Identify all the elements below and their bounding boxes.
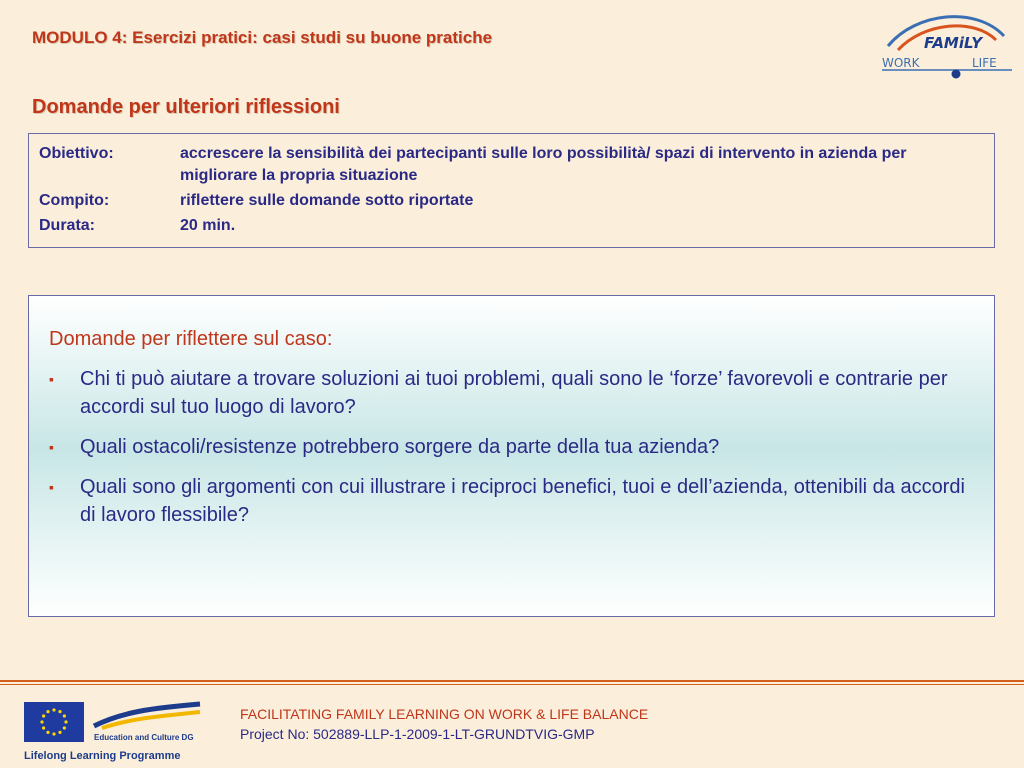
footer-divider [0, 684, 1024, 685]
question-item [49, 433, 984, 461]
bullet-icon: ▪ [49, 439, 54, 455]
info-label: Obiettivo: [39, 145, 114, 162]
info-label: Durata: [39, 217, 96, 234]
info-row-duration [39, 215, 984, 237]
info-row-task [39, 190, 984, 212]
bullet-icon: ▪ [49, 479, 54, 495]
question-text: Chi ti può aiutare a trovare soluzioni ai tuoi problemi, quali sono le ‘forze’ favorevoli e contrarie per accordi sul tuo luogo di lavoro? [80, 368, 948, 418]
logo-life-text: LIFE [972, 56, 997, 70]
questions-box [28, 295, 995, 617]
family-work-life-logo [876, 10, 1018, 82]
questions-heading: Domande per riflettere sul caso: [49, 328, 333, 350]
info-row-objective [39, 143, 984, 187]
bullet-icon: ▪ [49, 371, 54, 387]
exercise-info-box [28, 133, 995, 248]
info-label: Compito: [39, 192, 110, 209]
footer-project-number: Project No: 502889-LLP-1-2009-1-LT-GRUNDTVIG-GMP [240, 726, 595, 742]
footer-divider [0, 680, 1024, 682]
question-item [49, 365, 984, 421]
info-value: 20 min. [180, 217, 236, 234]
question-text: Quali sono gli argomenti con cui illustrare i reciproci benefici, tuoi e dell’azienda, ottenibili da accordi di lavoro flessibile? [80, 476, 965, 526]
lifelong-learning-label: Lifelong Learning Programme [24, 750, 181, 762]
question-text: Quali ostacoli/resistenze potrebbero sorgere da parte della tua azienda? [80, 436, 720, 458]
footer-title: FACILITATING FAMILY LEARNING ON WORK & LIFE BALANCE [240, 706, 649, 722]
eu-flag-icon [24, 702, 84, 742]
info-value: riflettere sulle domande sotto riportate [180, 192, 474, 209]
question-item [49, 473, 984, 529]
education-culture-label: Education and Culture DG [94, 733, 194, 742]
info-value: accrescere la sensibilità dei partecipanti sulle loro possibilità/ spazi di intervento in azienda per migliorare la propria situazione [180, 145, 907, 184]
module-title: MODULO 4: Esercizi pratici: casi studi su buone pratiche [32, 28, 493, 47]
page-title: Domande per ulteriori riflessioni [32, 96, 340, 118]
logo-work-text: WORK [882, 56, 920, 70]
logo-family-text: FAMiLY [924, 34, 983, 52]
